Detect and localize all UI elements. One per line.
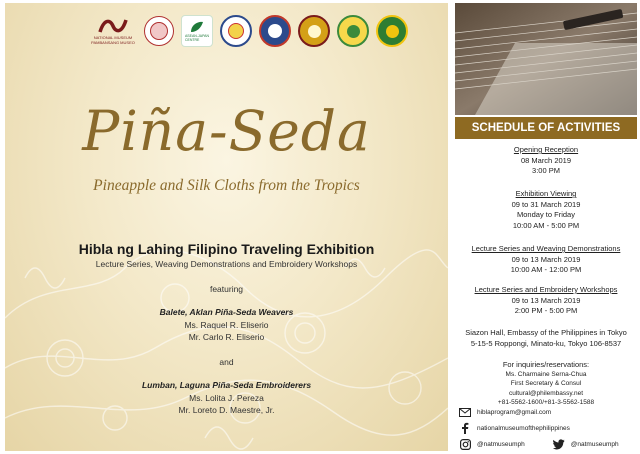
lorica-seal-logo xyxy=(144,16,174,46)
poster-right-panel xyxy=(455,3,637,451)
event-heading: Lecture Series and Embroidery Workshops xyxy=(474,285,618,294)
republic-seal-logo xyxy=(220,15,252,47)
event-opening-reception xyxy=(455,145,637,177)
facebook-icon xyxy=(459,423,471,433)
instagram-handle[interactable]: @natmuseumph xyxy=(477,440,525,448)
event-time: 10:00 AM - 5:00 PM xyxy=(512,220,580,230)
embroiderers-group-title: Lumban, Laguna Piña-Seda Embroiderers xyxy=(141,380,312,390)
embroiderer-name: Ms. Lolita J. Pereza xyxy=(189,393,264,403)
poster-left-panel xyxy=(5,3,448,451)
contact-email[interactable]: cultural@philembassy.net xyxy=(508,389,584,397)
instagram-row[interactable] xyxy=(459,439,619,449)
yellow-seal-logo xyxy=(298,15,330,47)
event-date: 09 to 13 March 2019 xyxy=(511,295,581,305)
inquiries-block xyxy=(455,360,637,408)
exhibit-main-title: Piña-Seda xyxy=(82,99,371,163)
exhibit-subtitle: Pineapple and Silk Cloths from the Tropics xyxy=(93,177,360,194)
green-yellow-seal-logo xyxy=(337,15,369,47)
weaver-name: Ms. Raquel R. Eliserio xyxy=(184,320,269,330)
event-time: 10:00 AM - 12:00 PM xyxy=(510,265,582,274)
event-time: 2:00 PM - 5:00 PM xyxy=(514,306,578,315)
asean-leaf-icon xyxy=(189,20,205,34)
event-date: 09 to 13 March 2019 xyxy=(511,254,581,264)
national-museum-logo: NATIONAL MUSEUM PAMBANSANG MUSEO xyxy=(89,16,137,46)
event-heading: Exhibition Viewing xyxy=(515,189,577,198)
twitter-handle[interactable]: @natmuseumph xyxy=(570,440,619,448)
event-heading: Lecture Series and Weaving Demonstrations xyxy=(471,244,621,253)
featuring-label: featuring xyxy=(209,284,244,294)
instagram-icon xyxy=(459,439,471,449)
weavers-group-title: Balete, Aklan Piña-Seda Weavers xyxy=(159,307,294,317)
event-days: Monday to Friday xyxy=(517,210,575,219)
schedule-title: SCHEDULE OF ACTIVITIES xyxy=(455,117,637,139)
green-seal-logo xyxy=(376,15,408,47)
weaving-loom-photo xyxy=(455,3,637,115)
event-time: 3:00 PM xyxy=(532,166,560,175)
lace-pattern xyxy=(5,238,448,451)
red-blue-seal-logo xyxy=(259,15,291,47)
venue-address xyxy=(455,327,637,349)
event-exhibition-viewing xyxy=(455,189,637,231)
contact-name: Ms. Charmaine Serna-Chua xyxy=(505,370,587,378)
event-weaving-demonstrations xyxy=(455,244,637,276)
venue-line: 5-15-5 Roppongi, Minato-ku, Tokyo 106-8537 xyxy=(470,339,622,348)
embroiderer-name: Mr. Loreto D. Maestre, Jr. xyxy=(178,405,275,415)
exhibition-description: Lecture Series, Weaving Demonstrations and Embroidery Workshops xyxy=(95,259,358,269)
facebook-row[interactable] xyxy=(459,423,570,433)
event-date: 08 March 2019 xyxy=(520,155,572,165)
contact-role: First Secretary & Consul xyxy=(510,380,582,387)
email-contact-row[interactable] xyxy=(459,407,551,417)
asean-japan-centre-logo: ASEAN-JAPAN CENTRE xyxy=(181,15,213,47)
national-museum-icon xyxy=(98,17,128,35)
twitter-icon xyxy=(553,439,565,449)
event-embroidery-workshops xyxy=(455,285,637,317)
contact-phone: +81-5562-1600/+81-3-5562-1588 xyxy=(497,399,595,406)
and-label: and xyxy=(219,357,234,367)
venue-line: Siazon Hall, Embassy of the Philippines in Tokyo xyxy=(465,328,627,337)
event-heading: Opening Reception xyxy=(513,145,579,154)
exhibition-name: Hibla ng Lahing Filipino Traveling Exhibition xyxy=(78,241,375,257)
event-date: 09 to 31 March 2019 xyxy=(511,199,581,209)
inquiries-heading: For inquiries/reservations: xyxy=(502,360,590,369)
weaver-name: Mr. Carlo R. Eliserio xyxy=(188,332,265,342)
envelope-icon xyxy=(459,407,471,417)
facebook-handle[interactable]: nationalmuseumofthephilippines xyxy=(477,424,570,432)
partner-logos xyxy=(89,15,408,47)
program-email[interactable]: hiblaprogram@gmail.com xyxy=(477,408,552,416)
